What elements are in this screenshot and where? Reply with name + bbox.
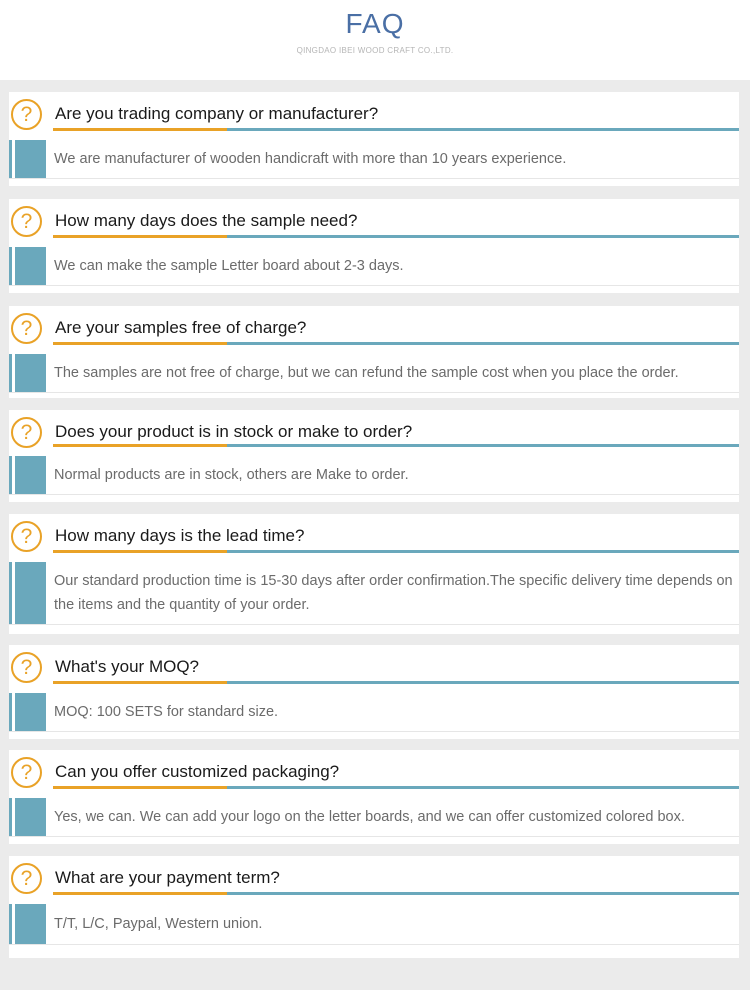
company-subtitle: QINGDAO IBEI WOOD CRAFT CO.,LTD.	[296, 46, 454, 55]
faq-item	[9, 306, 739, 398]
faq-answer: MOQ: 100 SETS for standard size.	[54, 704, 279, 720]
question-underline	[53, 681, 739, 684]
faq-item	[9, 92, 739, 186]
faq-answer-box	[9, 562, 739, 625]
faq-answer-box	[9, 354, 739, 393]
faq-answer: Our standard production time is 15-30 days after order confirmation.The specific delivery time depends on the items and the quantity of your order.	[54, 573, 733, 613]
faq-question: Are your samples free of charge?	[55, 318, 307, 337]
question-mark-icon: ?	[11, 521, 42, 552]
faq-question: Does your product is in stock or make to order?	[55, 422, 413, 441]
page-title: FAQ	[345, 8, 405, 39]
question-mark-icon: ?	[11, 757, 42, 788]
question-underline	[53, 892, 739, 895]
faq-answer-box	[9, 456, 739, 495]
question-underline	[53, 235, 739, 238]
faq-answer: The samples are not free of charge, but we can refund the sample cost when you place the order.	[54, 365, 679, 381]
question-underline	[53, 786, 739, 789]
faq-question: What's your MOQ?	[55, 657, 200, 676]
faq-question: What are your payment term?	[55, 868, 280, 887]
faq-answer: T/T, L/C, Paypal, Western union.	[54, 916, 263, 932]
faq-item	[9, 410, 739, 502]
question-mark-icon: ?	[11, 652, 42, 683]
faq-item	[9, 199, 739, 293]
faq-item	[9, 750, 739, 844]
faq-answer: We are manufacturer of wooden handicraft with more than 10 years experience.	[54, 151, 567, 167]
faq-answer-box	[9, 693, 739, 732]
question-mark-icon: ?	[11, 417, 42, 448]
question-underline	[53, 444, 739, 447]
faq-item	[9, 514, 739, 634]
faq-question: How many days does the sample need?	[55, 211, 358, 230]
question-mark-icon: ?	[11, 313, 42, 344]
question-mark-icon: ?	[11, 863, 42, 894]
question-underline	[53, 128, 739, 131]
header	[0, 0, 750, 80]
faq-answer-box	[9, 247, 739, 286]
faq-question: How many days is the lead time?	[55, 526, 305, 545]
faq-answer: We can make the sample Letter board about 2-3 days.	[54, 258, 404, 274]
faq-item	[9, 645, 739, 739]
faq-answer-box	[9, 140, 739, 179]
faq-answer: Normal products are in stock, others are Make to order.	[54, 467, 409, 483]
faq-answer-box	[9, 798, 739, 837]
faq-answer: Yes, we can. We can add your logo on the letter boards, and we can offer customized colored box.	[54, 809, 685, 825]
faq-question: Are you trading company or manufacturer?	[55, 104, 379, 123]
faq-answer-box	[9, 904, 739, 945]
question-underline	[53, 342, 739, 345]
question-underline	[53, 550, 739, 553]
question-mark-icon: ?	[11, 206, 42, 237]
question-mark-icon: ?	[11, 99, 42, 130]
faq-item	[9, 856, 739, 958]
faq-question: Can you offer customized packaging?	[55, 762, 340, 781]
